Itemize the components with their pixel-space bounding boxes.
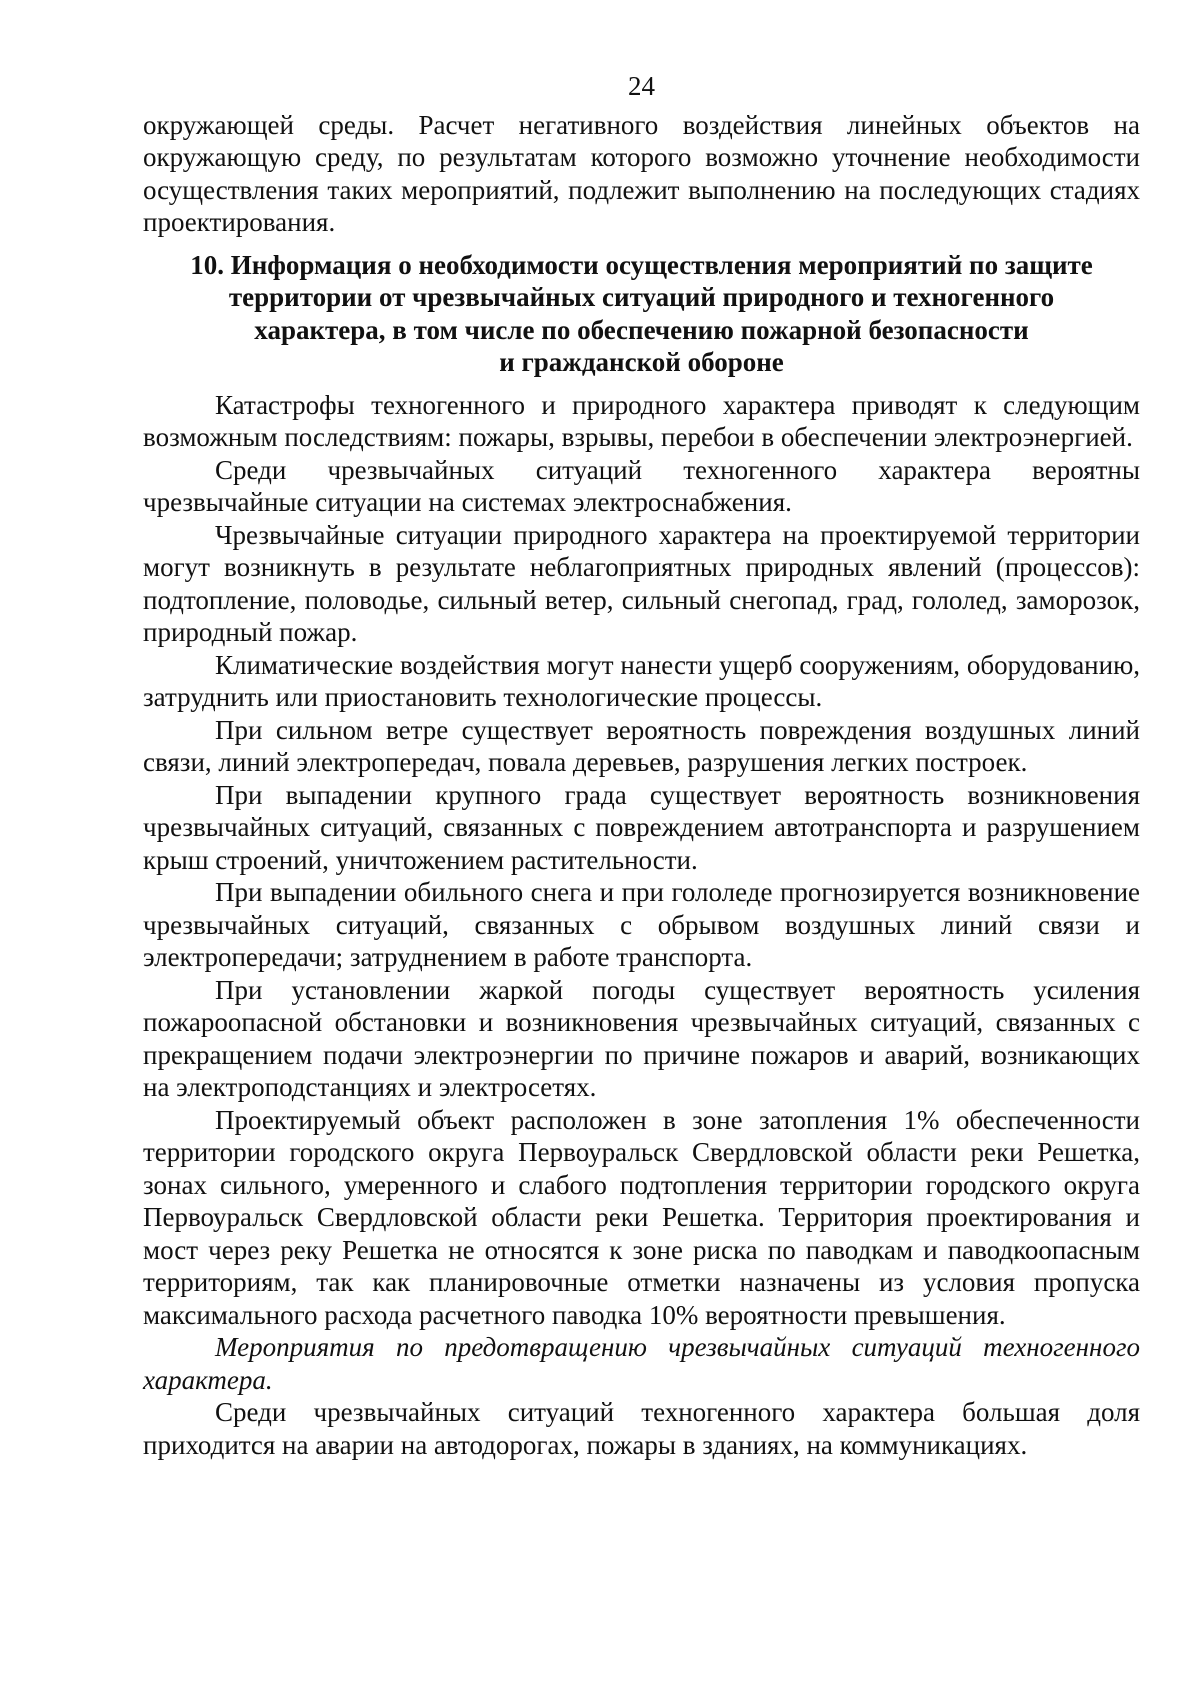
body-paragraph: Проектируемый объект расположен в зоне затопления 1% обеспеченности территории городского округа Первоуральск Свердловской области реки Решетка, зонах сильного, умеренного и слабого подтопления территории городского округа Первоуральск Свердловской области реки Решетка. Территория проектирования и мост через реку Решетка не относятся к зоне риска по паводкам и паводкоопасным территориям, так как планировочные отметки назначены из условия пропуска максимального расхода расчетного паводка 10% вероятности превышения. — [143, 1104, 1140, 1330]
body-paragraph: Катастрофы техногенного и природного характера приводят к следующим возможным последствиям: пожары, взрывы, перебои в обеспечении электроэнергией. — [143, 389, 1140, 452]
section-heading-line: 10. Информация о необходимости осуществления мероприятий по защите — [190, 249, 1093, 280]
body-paragraph: Чрезвычайные ситуации природного характера на проектируемой территории могут возникнуть в результате неблагоприятных природных явлений (процессов): подтопление, половодье, сильный ветер, сильный снегопад, град, гололед, заморозок, природный пожар. — [143, 519, 1140, 647]
section-heading-line: территории от чрезвычайных ситуаций природного и техногенного — [228, 282, 1055, 312]
final-paragraph: Среди чрезвычайных ситуаций техногенного характера большая доля приходится на аварии на автодорогах, пожары в зданиях, на коммуникациях. — [143, 1397, 1140, 1460]
body-paragraph: При сильном ветре существует вероятность повреждения воздушных линий связи, линий электропередач, повала деревьев, разрушения легких построек. — [143, 714, 1140, 777]
section-heading — [143, 249, 1140, 379]
intro-paragraph: окружающей среды. Расчет негативного воздействия линейных объектов на окружающую среду, по результатам которого возможно уточнение необходимости осуществления таких мероприятий, подлежит выполнению на последующих стадиях проектирования. — [143, 109, 1140, 237]
body-paragraph: При выпадении крупного града существует вероятность возникновения чрезвычайных ситуаций, связанных с повреждением автотранспорта и разрушением крыш строений, уничтожением растительности. — [143, 779, 1140, 875]
document-page — [143, 70, 1140, 1461]
body-paragraph: При установлении жаркой погоды существует вероятность усиления пожароопасной обстановки и возникновения чрезвычайных ситуаций, связанных с прекращением подачи электроэнергии по причине пожаров и аварий, возникающих на электроподстанциях и электросетях. — [143, 974, 1140, 1102]
italic-subheading: Мероприятия по предотвращению чрезвычайных ситуаций техногенного характера. — [143, 1332, 1140, 1395]
section-heading-line: характера, в том числе по обеспечению пожарной безопасности — [254, 314, 1029, 345]
page-number: 24 — [628, 71, 655, 101]
section-heading-line: и гражданской обороне — [499, 347, 784, 377]
body-paragraph: При выпадении обильного снега и при гололеде прогнозируется возникновение чрезвычайных ситуаций, связанных с обрывом воздушных линий связи и электропередачи; затруднением в работе транспорта. — [143, 877, 1140, 972]
body-paragraph: Климатические воздействия могут нанести ущерб сооружениям, оборудованию, затруднить или приостановить технологические процессы. — [143, 649, 1140, 712]
body-paragraph: Среди чрезвычайных ситуаций техногенного характера вероятны чрезвычайные ситуации на системах электроснабжения. — [143, 454, 1140, 517]
